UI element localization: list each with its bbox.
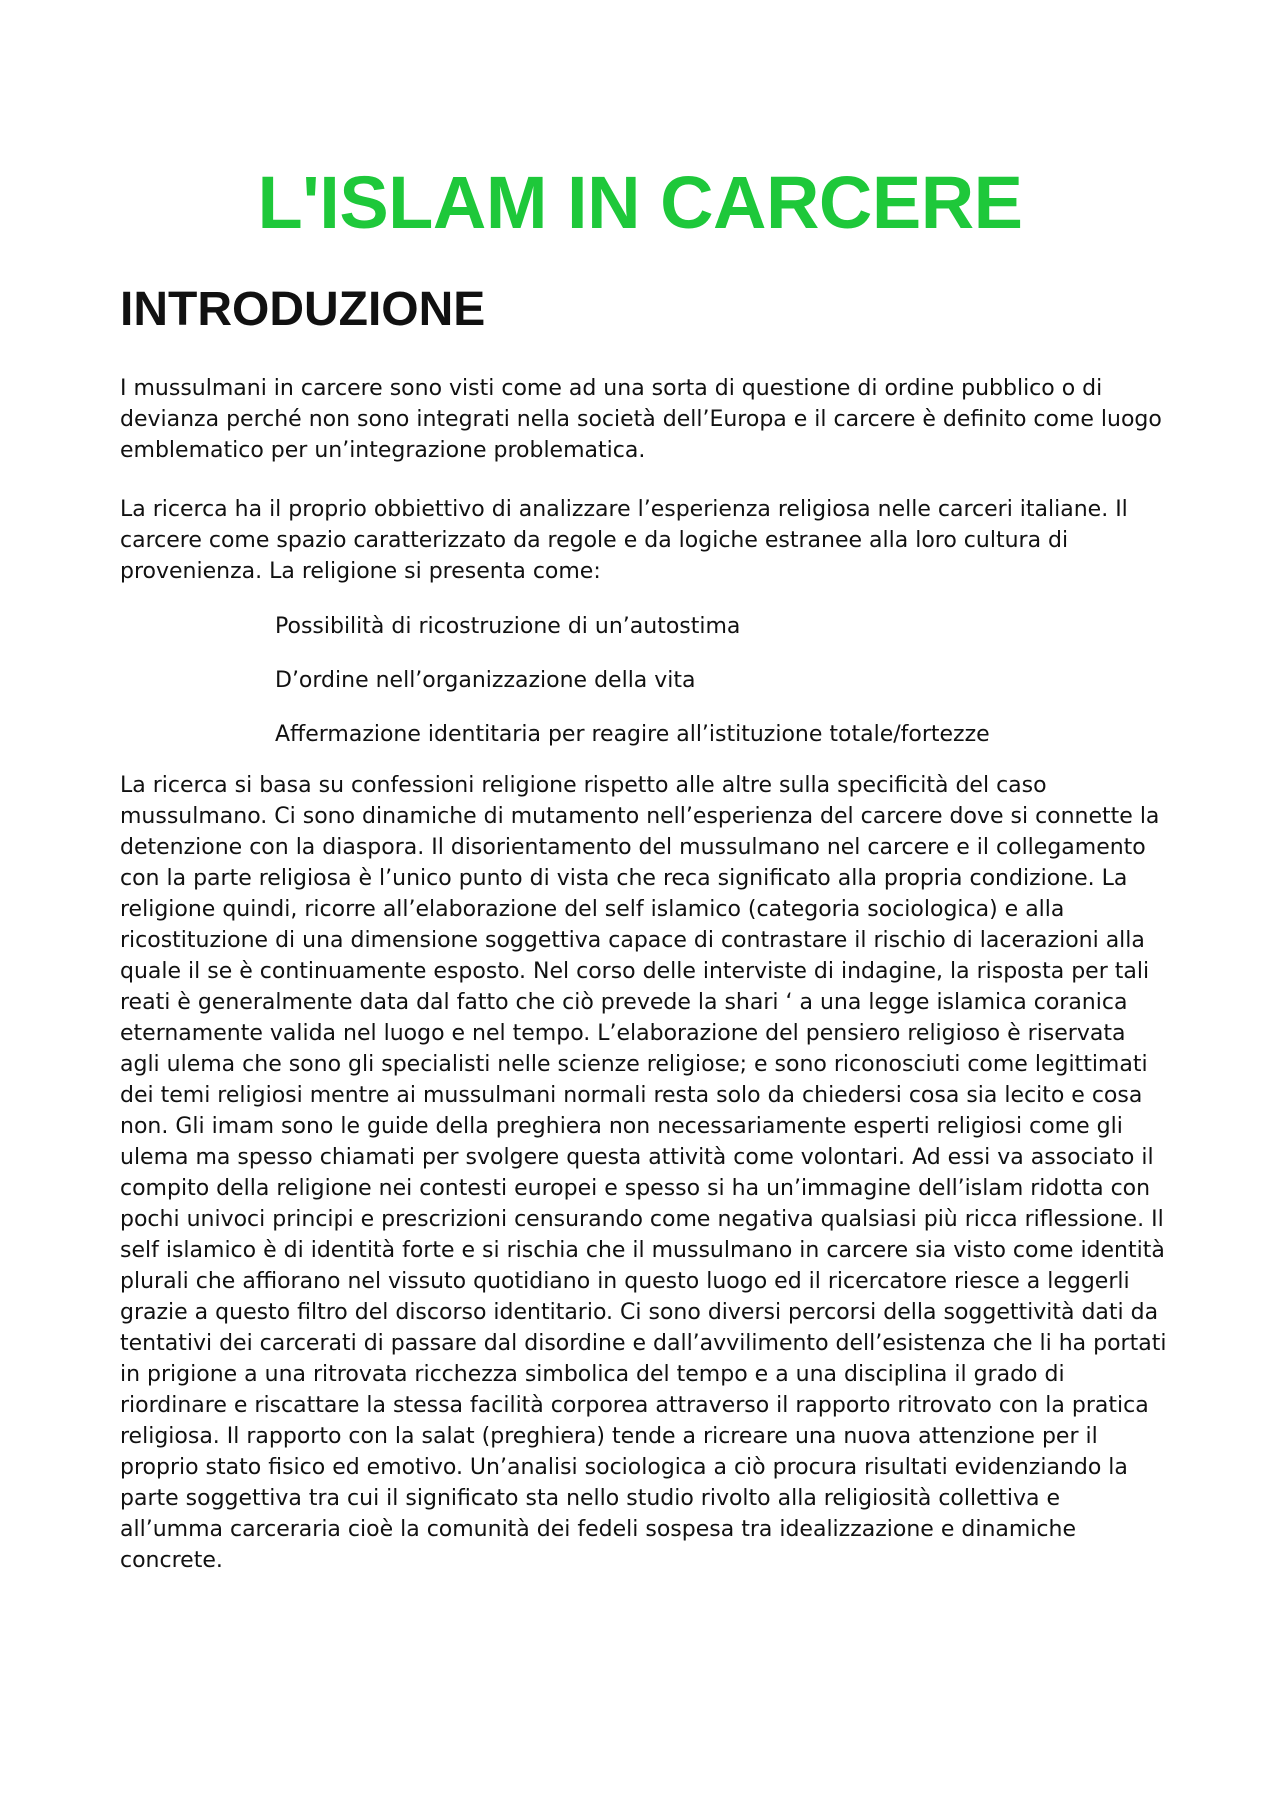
paragraph: La ricerca si basa su confessioni religione rispetto alle altre sulla specificità del caso mussulmano. Ci sono dinamiche di mutamento nell’esperienza del carcere dove si connette la detenzione con la diaspora. Il disorientamento del mussulmano nel carcere e il collegamento con la parte religiosa è l’unico punto di vista che reca significato alla propria condizione. La religione quindi, ricorre all’elaborazione del self islamico (categoria sociologica) e alla ricostituzione di una dimensione soggettiva capace di contrastare il rischio di lacerazioni alla quale il se è continuamente esposto. Nel corso delle interviste di indagine, la risposta per tali reati è generalmente data dal fatto che ciò prevede la shari ‘ a una legge islamica coranica eternamente valida nel luogo e nel tempo. L’elaborazione del pensiero religioso è riservata agli ulema che sono gli specialisti nelle scienze religiose; e sono riconosciuti come legittimati dei temi religiosi mentre ai mussulmani normali resta solo da chiedersi cosa sia lecito e cosa non. Gli imam sono le guide della preghiera non necessariamente esperti religiosi come gli ulema ma spesso chiamati per svolgere questa attività come volontari. Ad essi va associato il compito della religione nei contesti europei e spesso si ha un’immagine dell’islam ridotta con pochi univoci principi e prescrizioni censurando come negativa qualsiasi più ricca riflessione. Il self islamico è di identità forte e si rischia che il mussulmano in carcere sia visto come identità plurali che affiorano nel vissuto quotidiano in questo luogo ed il ricercatore riesce a leggerli grazie a questo filtro del discorso identitario. Ci sono diversi percorsi della soggettività dati da tentativi dei carcerati di passare dal disordine e dall’avvilimento dell’esistenza che li ha portati in prigione a una ritrovata ricchezza simbolica del tempo e a una disciplina il grado di riordinare e riscattare la stessa facilità corporea attraverso il rapporto ritrovato con la pratica religiosa. Il rapporto con la salat (preghiera) tende a ricreare una nuova attenzione per il proprio stato fisico ed emotivo. Un’analisi sociologica a ciò procura risultati evidenziando la parte soggettiva tra cui il significato sta nello studio rivolto alla religiosità collettiva e all’umma carceraria cioè la comunità dei fedeli sospesa tra idealizzazione e dinamiche concrete. [120,773,1167,1573]
document-title: L'ISLAM IN CARCERE [257,161,1023,244]
paragraph: I mussulmani in carcere sono visti come ad una sorta di questione di ordine pubblico o di devianza perché non sono integrati nella società dell’Europa e il carcere è definito come luogo emblematico per un’integrazione problematica. [120,376,1162,463]
list-item: Possibilità di ricostruzione di un’autostima [275,614,741,639]
bullet-list [275,611,1175,773]
list-item: Affermazione identitaria per reagire all’istituzione totale/fortezze [275,722,990,747]
paragraph: La ricerca ha il proprio obbiettivo di analizzare l’esperienza religiosa nelle carceri italiane. Il carcere come spazio caratterizzato da regole e da logiche estranee alla loro cultura di provenienza. La religione si presenta come: [120,497,1128,584]
list-item: D’ordine nell’organizzazione della vita [275,668,696,693]
section-heading: INTRODUZIONE [120,283,486,336]
